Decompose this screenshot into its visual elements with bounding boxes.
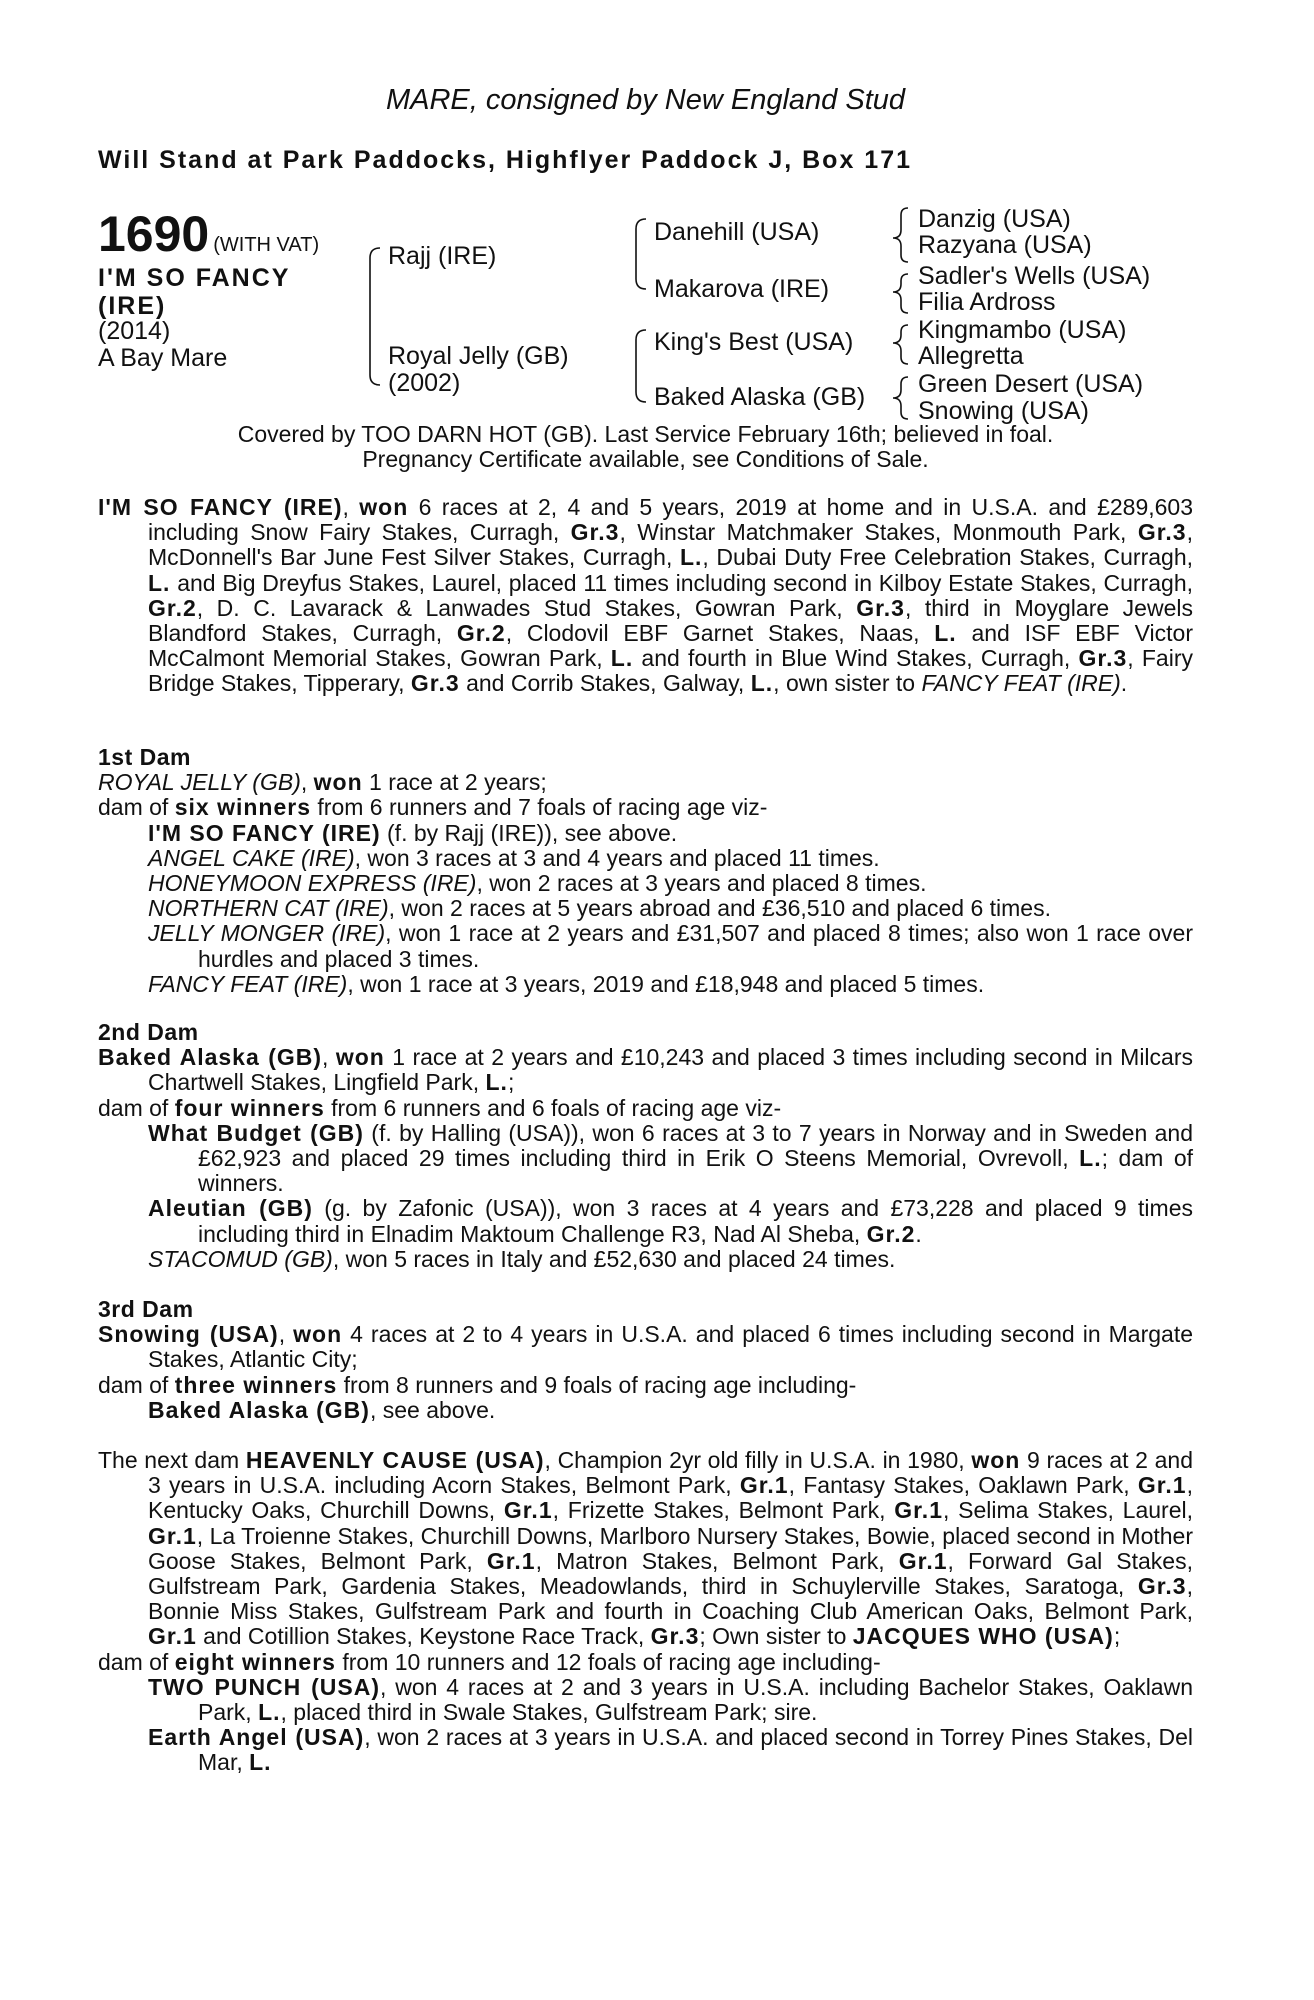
stand-location: Will Stand at Park Paddocks, Highflyer Paddock J, Box 171 <box>98 146 912 174</box>
first-dam-record: ROYAL JELLY (GB), won 1 race at 2 years; <box>98 769 547 796</box>
third-dam-produce: dam of three winners from 8 runners and 9 foals of racing age including- <box>98 1371 857 1398</box>
second-dam-produce: dam of four winners from 6 runners and 6 foals of racing age viz- <box>98 1094 782 1121</box>
next-dam-record: The next dam HEAVENLY CAUSE (USA), Champion 2yr old filly in U.S.A. in 1980, won 9 races at 2 and 3 years in U.S.A. including Acorn Stakes, Belmont Park, Gr.1, Fantasy Stakes, Oaklawn Park, Gr.1, Kentucky Oaks, Churchill Downs, Gr.1, Frizette Stakes, Belmont Park, Gr.1, Selima Stakes, Laurel, Gr.1, La Troienne Stakes, Churchill Downs, Marlboro Nursery Stakes, Bowie, placed second in Mother Goose Stakes, Belmont Park, Gr.1, Matron Stakes, Belmont Park, Gr.1, Forward Gal Stakes, Gulfstream Park, Gardenia Stakes, Meadowlands, third in Schuylerville Stakes, Saratoga, Gr.3, Bonnie Miss Stakes, Gulfstream Park and fourth in Coaching Club American Oaks, Belmont Park, Gr.1 and Cotillion Stakes, Keystone Race Track, Gr.3; Own sister to JACQUES WHO (USA); <box>98 1447 1193 1650</box>
covering-line1: Covered by TOO DARN HOT (GB). Last Service February 16th; believed in foal. <box>237 421 1054 447</box>
third-dam-record: Snowing (USA), won 4 races at 2 to 4 years in U.S.A. and placed 6 times including second in Margate Stakes, Atlantic City; <box>98 1321 1194 1373</box>
pedigree-g3-dds: Green Desert (USA) <box>918 370 1144 398</box>
horse-description: A Bay Mare <box>98 344 228 372</box>
first-dam-produce: dam of six winners from 6 runners and 7 foals of racing age viz- <box>98 794 768 821</box>
first-dam-offspring: I'M SO FANCY (IRE) (f. by Rajj (IRE)), see above. <box>148 819 678 846</box>
second-dam-section <box>98 1020 1193 1272</box>
pedigree-g3-sdd: Filia Ardross <box>918 288 1056 316</box>
bracket-g3-3 <box>893 325 908 364</box>
bracket-sire-dam <box>370 248 380 385</box>
first-dam-heading: 1st Dam <box>98 744 191 770</box>
next-dam-produce: dam of eight winners from 10 runners and 12 foals of racing age including- <box>98 1648 881 1675</box>
vat-note: (WITH VAT) <box>213 234 320 256</box>
pedigree-brackets <box>0 0 1314 430</box>
pedigree-dam-sire: King's Best (USA) <box>654 328 854 356</box>
pedigree-g3-dss: Kingmambo (USA) <box>918 316 1127 344</box>
next-dam-offspring: TWO PUNCH (USA), won 4 races at 2 and 3 years in U.S.A. including Bachelor Stakes, Oaklawn Park, L., placed third in Swale Stakes, Gulfstream Park; sire. <box>148 1673 1194 1726</box>
pedigree-sire-dam: Makarova (IRE) <box>654 275 830 303</box>
second-dam-record: Baked Alaska (GB), won 1 race at 2 years and £10,243 and placed 3 times including second in Milcars Chartwell Stakes, Lingfield Park, L.; <box>98 1044 1193 1096</box>
pedigree-g3-sds: Sadler's Wells (USA) <box>918 262 1151 290</box>
third-dam-section <box>98 1297 1193 1423</box>
pedigree-g3-ssd: Razyana (USA) <box>918 231 1092 259</box>
first-dam-section <box>98 745 1193 997</box>
horse-name-line2: (IRE) <box>98 292 167 320</box>
horse-year: (2014) <box>98 317 171 345</box>
next-dam-section <box>98 1448 1193 1776</box>
pedigree-dam-year: (2002) <box>388 369 461 397</box>
bracket-g3-2 <box>893 274 908 313</box>
pedigree-g3-sss: Danzig (USA) <box>918 205 1071 233</box>
third-dam-offspring: Baked Alaska (GB), see above. <box>148 1396 496 1423</box>
pedigree-g3-ddd: Snowing (USA) <box>918 397 1089 425</box>
pedigree-dam: Royal Jelly (GB) <box>388 342 569 370</box>
second-dam-heading: 2nd Dam <box>98 1019 199 1045</box>
third-dam-heading: 3rd Dam <box>98 1296 194 1322</box>
second-dam-offspring: What Budget (GB) (f. by Halling (USA)), won 6 races at 3 to 7 years in Norway and in Sweden and £62,923 and placed 29 times including third in Erik O Steens Memorial, Ovrevoll, L.; dam of winners. <box>148 1119 1193 1197</box>
first-dam-offspring: ANGEL CAKE (IRE), won 3 races at 3 and 4 years and placed 11 times. <box>148 844 880 871</box>
pedigree-g3-dsd: Allegretta <box>918 342 1024 370</box>
consignment-title: MARE, consigned by New England Stud <box>385 84 906 116</box>
covering-line2: Pregnancy Certificate available, see Conditions of Sale. <box>362 446 929 472</box>
pedigree-dam-dam: Baked Alaska (GB) <box>654 383 866 411</box>
first-dam-offspring: HONEYMOON EXPRESS (IRE), won 2 races at 3 years and placed 8 times. <box>148 870 927 897</box>
summary-paragraph: I'M SO FANCY (IRE), won 6 races at 2, 4 and 5 years, 2019 at home and in U.S.A. and £289,603 including Snow Fairy Stakes, Curragh, Gr.3, Winstar Matchmaker Stakes, Monmouth Park, Gr.3, McDonnell's Bar June Fest Silver Stakes, Curragh, L., Dubai Duty Free Celebration Stakes, Curragh, L. and Big Dreyfus Stakes, Laurel, placed 11 times including second in Kilboy Estate Stakes, Curragh, Gr.2, D. C. Lavarack & Lanwades Stud Stakes, Gowran Park, Gr.3, third in Moyglare Jewels Blandford Stakes, Curragh, Gr.2, Clodovil EBF Garnet Stakes, Naas, L. and ISF EBF Victor McCalmont Memorial Stakes, Gowran Park, L. and fourth in Blue Wind Stakes, Curragh, Gr.3, Fairy Bridge Stakes, Tipperary, Gr.3 and Corrib Stakes, Galway, L., own sister to FANCY FEAT (IRE). <box>98 494 1194 697</box>
bracket-g3-4 <box>893 377 908 419</box>
covering-note <box>98 422 1193 472</box>
first-dam-offspring: JELLY MONGER (IRE), won 1 race at 2 years and £31,507 and placed 8 times; also won 1 race over hurdles and placed 3 times. <box>148 920 1193 972</box>
bracket-g3-1 <box>893 208 908 262</box>
first-dam-offspring: FANCY FEAT (IRE), won 1 race at 3 years, 2019 and £18,948 and placed 5 times. <box>148 970 985 997</box>
first-dam-offspring: NORTHERN CAT (IRE), won 2 races at 5 years abroad and £36,510 and placed 6 times. <box>148 895 1051 922</box>
race-record-summary <box>98 495 1193 697</box>
pedigree-sire: Rajj (IRE) <box>388 242 497 270</box>
horse-name-line1: I'M SO FANCY <box>98 264 291 292</box>
bracket-sire-parents <box>636 219 646 289</box>
second-dam-offspring: Aleutian (GB) (g. by Zafonic (USA)), won 3 races at 4 years and £73,228 and placed 9 times including third in Elnadim Maktoum Challenge R3, Nad Al Sheba, Gr.2. <box>148 1195 1193 1247</box>
bracket-dam-parents <box>636 330 646 402</box>
second-dam-offspring: STACOMUD (GB), won 5 races in Italy and £52,630 and placed 24 times. <box>148 1245 896 1272</box>
next-dam-offspring: Earth Angel (USA), won 2 races at 3 years in U.S.A. and placed second in Torrey Pines Stakes, Del Mar, L. <box>148 1724 1193 1776</box>
pedigree-sire-sire: Danehill (USA) <box>654 218 820 246</box>
lot-number: 1690 <box>98 206 210 262</box>
